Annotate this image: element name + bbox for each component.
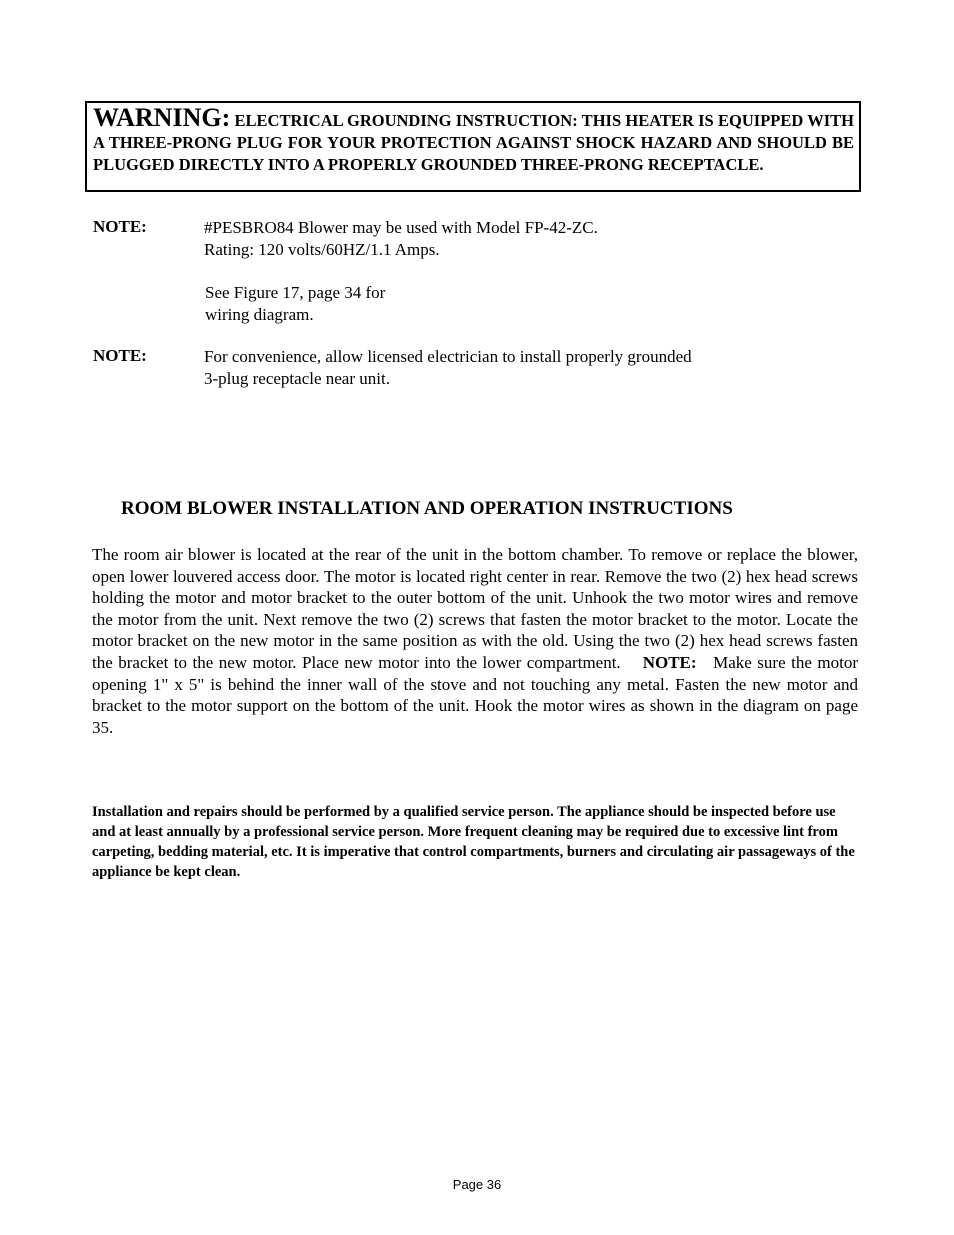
note-1-label: NOTE: (93, 217, 147, 236)
paragraph-part-1: The room air blower is located at the rear of the unit in the bottom chamber. To remove or replace the blower, open lower louvered access door. The motor is located right center in rear. Remove the two (2) hex head screws holding the motor and motor bracket to the outer bottom of the unit. Unhook the two motor wires and remove the motor from the unit. Next remove the two (2) screws that fasten the motor bracket to the motor. Locate the motor bracket on the new motor in the same position as with the old. Using the two (2) hex head screws fasten the bracket to the new motor. Place new motor into the lower compartment. (92, 545, 858, 672)
page-number: Page 36 (452, 1177, 502, 1192)
warning-text-rest: EQUIPPED WITH A THREE-PRONG PLUG FOR YOUR PROTECTION AGAINST SHOCK HAZARD AND SHOULD BE PLUGGED DIRECTLY INTO A PROPERLY GROUNDED THREE-PRONG RECEPTACLE. (93, 111, 855, 174)
paragraph-inline-note: NOTE: (642, 652, 697, 672)
warning-box (85, 101, 861, 192)
note-2-line-2: 3-plug receptacle near unit. (204, 369, 390, 388)
note-2-line-1: For convenience, allow licensed electrician to install properly grounded (204, 347, 692, 366)
paragraph-part-2: Make sure the motor opening 1" x 5" is behind the inner wall of the stove and not touching any metal. Fasten the new motor and bracket to the motor support on the bottom of the unit. Hook the motor wires as shown in the diagram on page 35. (92, 652, 858, 737)
note-figure-reference (205, 282, 385, 326)
warning-text-first: ELECTRICAL GROUNDING INSTRUCTION: THIS HEATER IS (234, 111, 714, 130)
service-notice: Installation and repairs should be performed by a qualified service person. The appliance should be inspected before use and at least annually by a professional service person. More frequent cleaning may be required due to excessive lint from carpeting, bedding material, etc. It is imperative that control compartments, burners and circulating air passageways of the appliance be kept clean. (92, 804, 855, 880)
note-2-text (204, 346, 692, 390)
note-2-label: NOTE: (93, 346, 147, 365)
figure-ref-line-2: wiring diagram. (205, 305, 314, 324)
blower-instructions-paragraph (92, 544, 858, 738)
note-1-text (204, 217, 598, 261)
note-1-line-1: #PESBRO84 Blower may be used with Model FP-42-ZC. (204, 218, 598, 237)
section-heading: ROOM BLOWER INSTALLATION AND OPERATION INSTRUCTIONS (121, 498, 733, 519)
figure-ref-line-1: See Figure 17, page 34 for (205, 283, 386, 302)
note-1-line-2: Rating: 120 volts/60HZ/1.1 Amps. (204, 240, 440, 259)
warning-title: WARNING: (93, 103, 231, 132)
